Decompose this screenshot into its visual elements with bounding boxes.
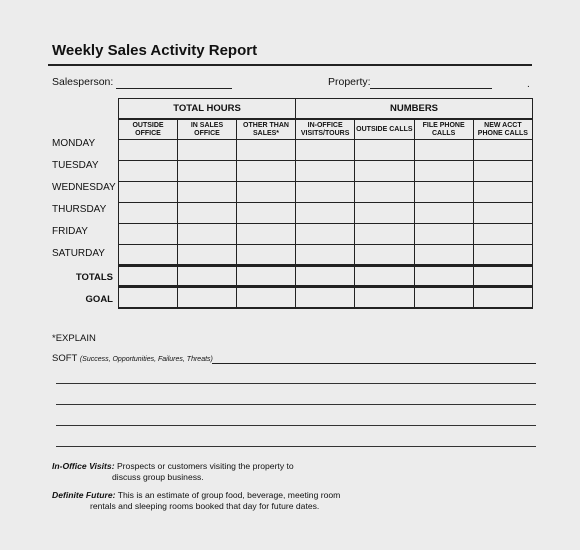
row-label-wednesday: WEDNESDAY — [52, 182, 116, 193]
activity-table — [118, 98, 533, 309]
input-cell[interactable] — [296, 245, 355, 266]
input-cell[interactable] — [414, 140, 473, 161]
input-cell[interactable] — [355, 182, 414, 203]
property-field[interactable] — [370, 88, 492, 89]
table-row-monday — [119, 140, 533, 161]
input-cell[interactable] — [237, 266, 296, 287]
input-cell[interactable] — [119, 266, 178, 287]
input-cell[interactable] — [178, 287, 237, 308]
input-cell[interactable] — [119, 245, 178, 266]
input-cell[interactable] — [296, 266, 355, 287]
col-header-in-sales-office: IN SALES OFFICE — [178, 119, 237, 140]
col-header-outside-calls: OUTSIDE CALLS — [355, 119, 414, 140]
input-cell[interactable] — [473, 182, 532, 203]
group-header-numbers: NUMBERS — [296, 99, 533, 120]
input-cell[interactable] — [178, 140, 237, 161]
input-cell[interactable] — [414, 161, 473, 182]
row-label-totals: TOTALS — [75, 272, 113, 283]
salesperson-label: Salesperson: — [52, 76, 114, 88]
input-cell[interactable] — [119, 182, 178, 203]
input-cell[interactable] — [355, 203, 414, 224]
input-cell[interactable] — [414, 224, 473, 245]
input-cell[interactable] — [296, 203, 355, 224]
group-header-total-hours: TOTAL HOURS — [119, 99, 296, 120]
definition-term: Definite Future: — [52, 490, 116, 500]
input-cell[interactable] — [237, 140, 296, 161]
input-cell[interactable] — [473, 161, 532, 182]
report-title: Weekly Sales Activity Report — [52, 42, 258, 59]
input-cell[interactable] — [237, 203, 296, 224]
col-header-file-phone-calls: FILE PHONE CALLS — [414, 119, 473, 140]
col-header-new-acct-phone-calls: NEW ACCT PHONE CALLS — [473, 119, 532, 140]
input-cell[interactable] — [473, 266, 532, 287]
input-cell[interactable] — [178, 203, 237, 224]
row-label-thursday: THURSDAY — [52, 204, 107, 215]
explain-label: *EXPLAIN — [52, 333, 96, 344]
input-cell[interactable] — [355, 224, 414, 245]
table-row-totals — [119, 266, 533, 287]
input-cell[interactable] — [473, 245, 532, 266]
input-cell[interactable] — [414, 182, 473, 203]
input-cell[interactable] — [473, 203, 532, 224]
property-label: Property: — [328, 76, 371, 88]
input-cell[interactable] — [237, 224, 296, 245]
table-row-tuesday — [119, 161, 533, 182]
definition-text: Prospects or customers visiting the property to — [116, 461, 294, 471]
table-row-friday — [119, 224, 533, 245]
input-cell[interactable] — [414, 287, 473, 308]
input-cell[interactable] — [296, 224, 355, 245]
input-cell[interactable] — [473, 224, 532, 245]
input-cell[interactable] — [355, 287, 414, 308]
input-cell[interactable] — [473, 140, 532, 161]
input-cell[interactable] — [355, 140, 414, 161]
definition-text: This is an estimate of group food, beverage, meeting room — [117, 490, 341, 500]
col-header-other-than-sales: OTHER THAN SALES* — [237, 119, 296, 140]
input-cell[interactable] — [119, 161, 178, 182]
soft-label-group — [52, 353, 213, 364]
input-cell[interactable] — [237, 161, 296, 182]
note-line[interactable] — [56, 383, 536, 384]
salesperson-field[interactable] — [116, 88, 232, 89]
row-label-monday: MONDAY — [52, 138, 96, 149]
input-cell[interactable] — [119, 203, 178, 224]
input-cell[interactable] — [355, 161, 414, 182]
col-header-in-office-visits: IN-OFFICE VISITS/TOURS — [296, 119, 355, 140]
input-cell[interactable] — [296, 140, 355, 161]
input-cell[interactable] — [178, 266, 237, 287]
definition-definite-future — [52, 490, 340, 512]
soft-label: SOFT — [52, 353, 78, 364]
row-label-friday: FRIDAY — [52, 226, 88, 237]
table-row-wednesday — [119, 182, 533, 203]
soft-input-line[interactable] — [212, 363, 536, 364]
definition-in-office-visits — [52, 461, 294, 483]
trailing-mark: . — [527, 79, 530, 90]
definition-term: In-Office Visits: — [52, 461, 115, 471]
input-cell[interactable] — [119, 224, 178, 245]
definition-text-cont: discuss group business. — [112, 472, 204, 482]
input-cell[interactable] — [178, 224, 237, 245]
input-cell[interactable] — [237, 182, 296, 203]
input-cell[interactable] — [296, 287, 355, 308]
input-cell[interactable] — [296, 161, 355, 182]
note-line[interactable] — [56, 425, 536, 426]
input-cell[interactable] — [178, 182, 237, 203]
row-label-goal: GOAL — [85, 294, 113, 305]
col-header-outside-office: OUTSIDE OFFICE — [119, 119, 178, 140]
table-row-goal — [119, 287, 533, 308]
table-row-saturday — [119, 245, 533, 266]
title-rule — [48, 64, 532, 66]
input-cell[interactable] — [119, 140, 178, 161]
input-cell[interactable] — [296, 182, 355, 203]
input-cell[interactable] — [414, 266, 473, 287]
soft-hint: (Success, Opportunities, Failures, Threats) — [79, 356, 213, 363]
input-cell[interactable] — [119, 287, 178, 308]
table-row-thursday — [119, 203, 533, 224]
row-label-tuesday: TUESDAY — [52, 160, 99, 171]
input-cell[interactable] — [178, 161, 237, 182]
note-line[interactable] — [56, 404, 536, 405]
row-label-saturday: SATURDAY — [52, 248, 105, 259]
input-cell[interactable] — [237, 287, 296, 308]
input-cell[interactable] — [355, 245, 414, 266]
input-cell[interactable] — [414, 245, 473, 266]
input-cell[interactable] — [237, 245, 296, 266]
input-cell[interactable] — [473, 287, 532, 308]
input-cell[interactable] — [414, 203, 473, 224]
note-line[interactable] — [56, 446, 536, 447]
input-cell[interactable] — [355, 266, 414, 287]
definition-text-cont: rentals and sleeping rooms booked that day for future dates. — [90, 501, 320, 511]
input-cell[interactable] — [178, 245, 237, 266]
